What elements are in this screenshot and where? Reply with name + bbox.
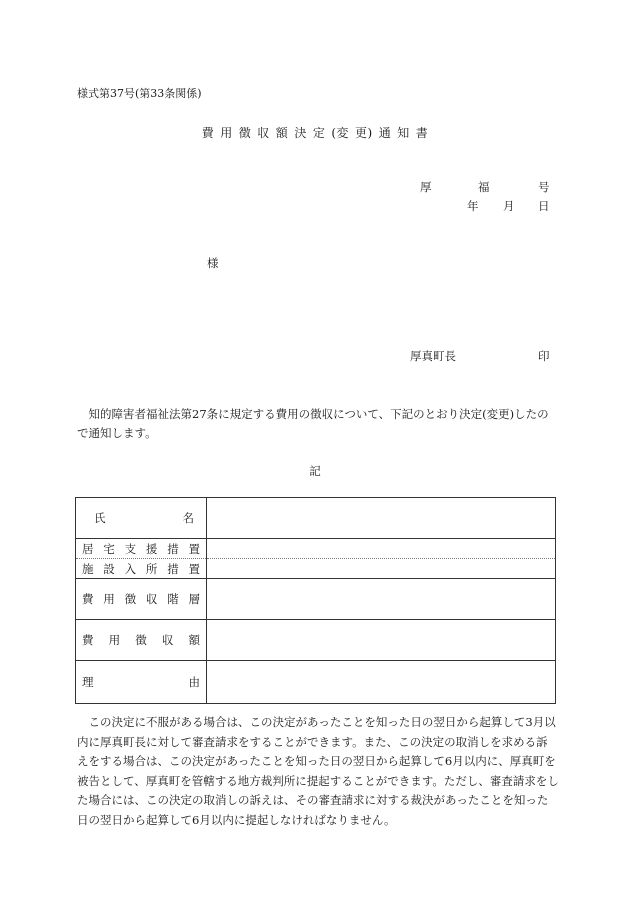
document-title: [0, 124, 630, 141]
title-char: 通: [378, 126, 392, 140]
label-char: 用: [103, 592, 115, 606]
form-number: 様式第37号(第33条関係): [77, 87, 202, 100]
label-name: [76, 498, 207, 539]
label-char: 置: [188, 561, 200, 576]
label-char: 由: [188, 675, 200, 689]
value-home-support: [207, 539, 556, 559]
label-char: 費: [82, 633, 94, 647]
label-char: 置: [188, 541, 200, 556]
label-char: 名: [182, 511, 194, 525]
label-char: 居: [82, 541, 94, 556]
ki-heading: 記: [309, 464, 321, 478]
title-char: 収: [257, 126, 270, 140]
label-char: 用: [108, 633, 121, 647]
label-char: 氏: [94, 511, 106, 525]
label-amount: [76, 620, 207, 661]
label-tier: [76, 579, 207, 620]
date-day: 日: [538, 199, 550, 213]
title-char: 徴: [238, 126, 252, 140]
label-char: 所: [145, 561, 158, 576]
value-amount: [207, 620, 556, 661]
table-row: [76, 498, 556, 539]
intro-paragraph: 知的障害者福祉法第27条に規定する費用の徴収について、下記のとおり決定(変更)したので通知します。: [77, 407, 549, 440]
table-row: [76, 661, 556, 704]
appeal-notice: この決定に不服がある場合は、この決定があったことを知った日の翌日から起算して3月以内に厚真町長に対して審査請求をすることができます。また、この決定の取消しを求める訴えをする場合は、この決定があったことを知った日の翌日から起算して6月以内に、厚真町を被告として、厚真町を管轄する地方裁判所に提起することができます。ただし、審査請求をした場合には、この決定の取消しの訴えは、その審査請求に対する裁決があったことを知った日の翌日から起算して6月以内に提起しなければなりません。: [77, 715, 559, 827]
date-year: 年: [467, 199, 479, 213]
title-char: 定: [312, 126, 326, 140]
label-char: 措: [167, 541, 179, 556]
label-char: 措: [167, 561, 179, 576]
label-char: 層: [188, 592, 200, 606]
label-char: 宅: [103, 541, 115, 556]
label-home-support: [76, 539, 207, 559]
title-char: (変: [331, 126, 350, 140]
info-table: [75, 497, 556, 704]
label-char: 収: [145, 592, 158, 606]
doc-number-suffix: 号: [538, 180, 550, 194]
label-char: 施: [82, 561, 94, 576]
value-name: [207, 498, 556, 539]
label-char: 徴: [135, 633, 147, 647]
table-row: [76, 539, 556, 559]
value-reason: [207, 661, 556, 704]
table-row: [76, 559, 556, 579]
issuer: 厚真町長: [410, 349, 456, 363]
label-char: 入: [124, 561, 137, 576]
label-char: 理: [82, 675, 94, 689]
label-char: 支: [124, 541, 137, 556]
title-char: 用: [220, 126, 233, 140]
label-reason: [76, 661, 207, 704]
title-char: 更): [355, 126, 373, 140]
doc-number-mid: 福: [478, 180, 490, 194]
label-char: 援: [145, 541, 158, 556]
table-row: [76, 579, 556, 620]
doc-number-prefix: 厚: [420, 180, 432, 194]
label-char: 徴: [124, 592, 137, 606]
label-char: 収: [161, 633, 174, 647]
value-tier: [207, 579, 556, 620]
table-row: [76, 620, 556, 661]
label-char: 額: [188, 633, 200, 647]
addressee-suffix: 様: [207, 256, 219, 270]
title-char: 書: [415, 126, 429, 140]
label-char: 設: [103, 561, 115, 576]
title-char: 費: [201, 126, 215, 140]
label-char: 費: [82, 592, 94, 606]
label-facility: [76, 559, 207, 579]
title-char: 決: [294, 126, 307, 140]
value-facility: [207, 559, 556, 579]
seal-mark: 印: [538, 349, 550, 363]
date-month: 月: [503, 199, 515, 213]
title-char: 額: [275, 126, 289, 140]
title-char: 知: [397, 126, 410, 140]
label-char: 階: [167, 592, 179, 606]
